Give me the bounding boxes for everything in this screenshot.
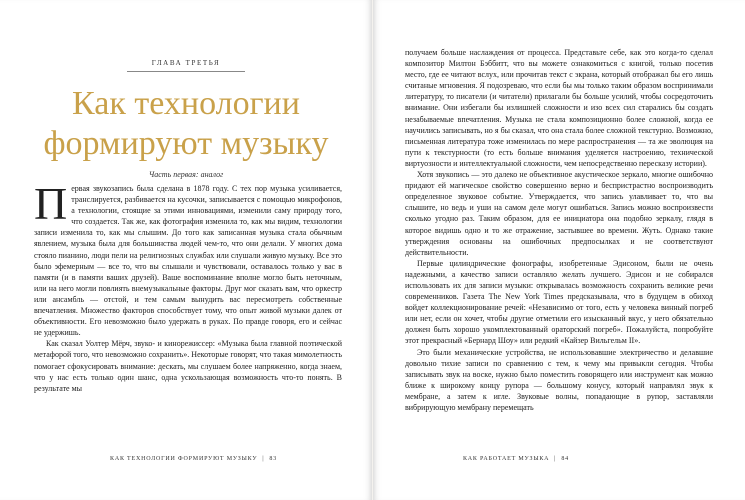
chapter-title-line-1: Как технологии [72, 85, 300, 122]
right-footer [463, 456, 569, 462]
right-page [373, 0, 745, 500]
left-running-title: КАК ТЕХНОЛОГИИ ФОРМИРУЮТ МУЗЫКУ [110, 456, 258, 462]
right-body-text [405, 47, 713, 413]
left-page-number: 83 [269, 456, 277, 462]
left-footer [110, 456, 277, 462]
right-running-title: КАК РАБОТАЕТ МУЗЫКА [463, 456, 550, 462]
left-footer-separator: | [262, 456, 265, 462]
left-paragraph-1 [34, 178, 342, 338]
chapter-title [30, 84, 342, 164]
chapter-rule [127, 71, 245, 72]
right-page-number: 84 [561, 456, 569, 462]
left-page [0, 0, 372, 500]
right-paragraph-1: получаем больше наслаждения от процесса. Представьте себе, как это когда-то сделал композитор Милтон Бэббитт, что вы можете ознакомиться с книгой, только посетив место, где ее читают вслух, или прочитав текст с экрана, который отображал бы его лишь считаные мгновения. Я подозреваю, что если бы мы только таким образом воспринимали литературу, то писатели (и читатели) прилагали бы больше усилий, чтобы сосредоточить внимание. Они избегали бы излишней сложности и изо всех сил старались бы создать незабываемые впечатления. Музыка не стала композиционно более сложной, когда ее научились записывать, но я бы сказал, что она стала более сложной текстурно. Возможно, письменная литература тоже изменилась по мере распространения — та же эволюция на пути к текстурности (то есть больше внимания уделяется настроению, технической виртуозности и интеллектуальной сложности, чем непосредственно пересказу истории). [405, 48, 713, 168]
left-body-text [34, 178, 342, 394]
right-paragraph-3: Первые цилиндрические фонографы, изобретенные Эдисоном, были не очень надежными, а качество записи оставляло желать лучшего. Эдисон и не собирался использовать их для записи музыки: открывалась возможность сохранить великие речи современников. Газета The New York Times предсказывала, что в будущем в обиход войдет коллекционирование речей: «Независимо от того, есть у человека винный погреб или нет, если он хочет, чтобы другие отметили его изысканный вкус, у него обязательно должен быть хорошо укомплектованный ораторский погреб». Пожалуйста, попробуйте этот прекрасный «Бернард Шоу» или редкий «Кайзер Вильгельм II». [405, 258, 713, 346]
right-paragraph-4: Это были механические устройства, не использовавшие электричество и делавшие довольно тихие записи по сравнению с тем, к чему мы привыкли сегодня. Чтобы записывать звук на воске, нужно было поместить говорящего или инструмент как можно ближе к широкому концу рупора — большому конусу, который направлял звук к мембране, а затем к игле. Звуковые волны, попадающие в рупор, заставляли вибрирующую мембрану перемещать [405, 347, 713, 412]
chapter-label: ГЛАВА ТРЕТЬЯ [151, 59, 221, 67]
drop-cap: П [34, 178, 68, 229]
chapter-title-line-2: формируют музыку [43, 125, 329, 162]
left-paragraph-1-text: ервая звукозапись была сделана в 1878 году. С тех пор музыка усиливается, транслируется, разбивается на кусочки, записывается с помощью микрофонов, а технологии, стоящие за этими инновациями, изменили саму природу того, что создается. Так же, как фотография изменила то, как мы видим, технологии записи изменила то, как мы слышим. До того как записанная музыка стала обычным явлением, музыка была для большинства людей чем-то, что они делали. У многих дома стояло пианино, люди пели на религиозных службах или слушали живую музыку. Все это было эфемерным — все то, что вы слышали и чувствовали, оставалось только у вас в памяти (и в памяти ваших друзей). Ваше воспоминание вполне могло быть неточным, или на него могли повлиять внемузыкальные факторы. Друг мог сказать вам, что оркестр или ансамбль — отстой, и тем самым вынудить вас пересмотреть собственные впечатления. Множество факторов способствует тому, что опыт живой музыки далек от объективности. Его невозможно было удержать в руках. По правде говоря, его и сейчас не удержишь. [34, 184, 342, 338]
right-paragraph-2: Хотя звукопись — это далеко не объективное акустическое зеркало, многие ошибочно придают ей магическое свойство совершенно верно и беспристрастно воспроизводить определенное звуковое событие. Утверждается, что запись улавливает то, что вы слышите, но ведь и уши на самом деле могут ошибаться. Запись можно воспроизвести сколько угодно раз. Таким образом, для ее инициатора она подобно зеркалу, глядя в которое видишь одно и то же отражение, застывшее во времени. Жуть. Однако такие утверждения основаны на ошибочных предпосылках и не соответствуют действительности. [405, 170, 713, 257]
part-label: Часть первая: аналог [148, 170, 224, 179]
right-footer-separator: | [554, 456, 557, 462]
left-paragraph-2: Как сказал Уолтер Мёрч, звуко- и кинорежиссер: «Музыка была главной поэтической метафорой того, что невозможно сохранить». Некоторые говорят, что такая мимолетность помогает сфокусировать внимание: дескать, мы слушаем более напряженно, когда знаем, что у нас есть только один шанс, одна ускользающая возможность что-то понять. В результате мы [34, 339, 342, 393]
